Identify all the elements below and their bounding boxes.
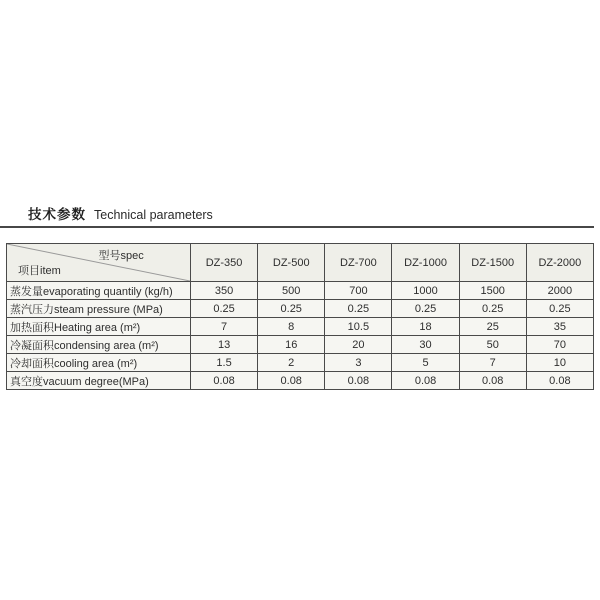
value-cell: 50 <box>459 336 526 354</box>
value-cell: 2 <box>258 354 325 372</box>
header-row <box>7 244 594 282</box>
value-cell: 0.08 <box>459 372 526 390</box>
row-label: 冷凝面积condensing area (m²) <box>7 336 191 354</box>
value-cell: 0.25 <box>191 300 258 318</box>
value-cell: 5 <box>392 354 459 372</box>
value-cell: 16 <box>258 336 325 354</box>
value-cell: 35 <box>526 318 593 336</box>
column-header-dz-500: DZ-500 <box>258 244 325 282</box>
row-label: 蒸汽压力steam pressure (MPa) <box>7 300 191 318</box>
value-cell: 700 <box>325 282 392 300</box>
value-cell: 13 <box>191 336 258 354</box>
value-cell: 18 <box>392 318 459 336</box>
value-cell: 1500 <box>459 282 526 300</box>
section-title-en: Technical parameters <box>94 208 213 222</box>
row-label: 加热面积Heating area (m²) <box>7 318 191 336</box>
value-cell: 0.25 <box>258 300 325 318</box>
value-cell: 500 <box>258 282 325 300</box>
value-cell: 0.08 <box>526 372 593 390</box>
row-label: 真空度vacuum degree(MPa) <box>7 372 191 390</box>
value-cell: 10.5 <box>325 318 392 336</box>
value-cell: 0.08 <box>392 372 459 390</box>
column-header-dz-1500: DZ-1500 <box>459 244 526 282</box>
row-label: 蒸发量evaporating quantily (kg/h) <box>7 282 191 300</box>
table-row <box>7 354 594 372</box>
corner-header-cell <box>7 244 191 282</box>
value-cell: 0.08 <box>258 372 325 390</box>
column-header-dz-350: DZ-350 <box>191 244 258 282</box>
technical-parameters-table <box>6 243 594 390</box>
row-label: 冷却面积cooling area (m²) <box>7 354 191 372</box>
table-row <box>7 300 594 318</box>
value-cell: 0.25 <box>392 300 459 318</box>
column-header-dz-1000: DZ-1000 <box>392 244 459 282</box>
value-cell: 20 <box>325 336 392 354</box>
value-cell: 10 <box>526 354 593 372</box>
value-cell: 0.08 <box>191 372 258 390</box>
value-cell: 0.25 <box>459 300 526 318</box>
table-row <box>7 336 594 354</box>
value-cell: 7 <box>459 354 526 372</box>
value-cell: 0.25 <box>526 300 593 318</box>
corner-label-spec: 型号spec <box>98 250 144 262</box>
table-row <box>7 318 594 336</box>
value-cell: 25 <box>459 318 526 336</box>
value-cell: 350 <box>191 282 258 300</box>
table-body <box>7 282 594 390</box>
section-title-zh: 技术参数 <box>28 207 86 222</box>
value-cell: 30 <box>392 336 459 354</box>
value-cell: 0.08 <box>325 372 392 390</box>
value-cell: 0.25 <box>325 300 392 318</box>
title-underline <box>0 226 594 228</box>
column-header-dz-700: DZ-700 <box>325 244 392 282</box>
table-header <box>7 244 594 282</box>
value-cell: 1.5 <box>191 354 258 372</box>
table-row <box>7 282 594 300</box>
value-cell: 8 <box>258 318 325 336</box>
corner-label-item: 项目item <box>18 265 61 277</box>
section-title <box>28 203 213 223</box>
value-cell: 7 <box>191 318 258 336</box>
column-header-dz-2000: DZ-2000 <box>526 244 593 282</box>
value-cell: 1000 <box>392 282 459 300</box>
value-cell: 70 <box>526 336 593 354</box>
value-cell: 2000 <box>526 282 593 300</box>
value-cell: 3 <box>325 354 392 372</box>
table-row <box>7 372 594 390</box>
